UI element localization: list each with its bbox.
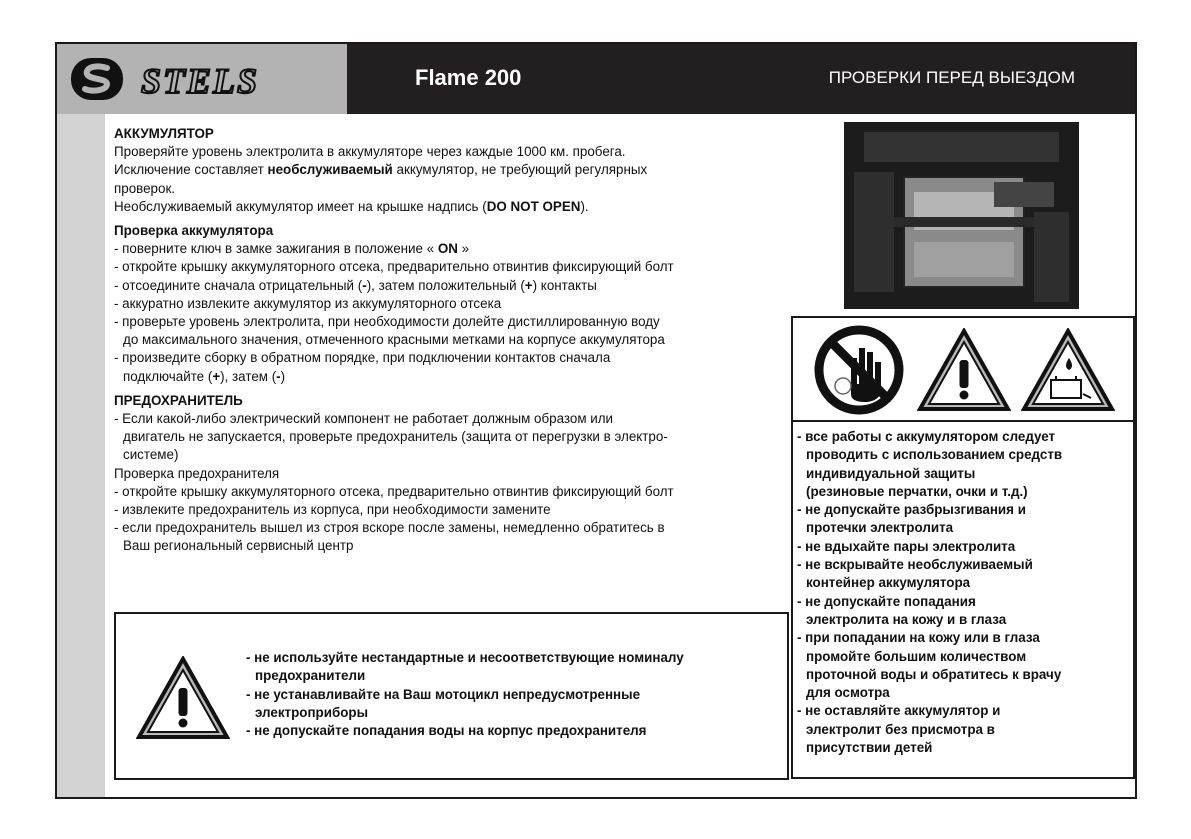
battery-check-title: Проверка аккумулятора <box>114 223 274 239</box>
warning-line: проводить с использованием средств <box>806 447 1063 463</box>
brand-name: STELS <box>141 61 260 101</box>
warning-line: индивидуальной защиты <box>806 465 976 481</box>
corrosive-battery-icon <box>1021 328 1115 412</box>
warning-icon <box>917 328 1011 412</box>
warning-line: - не допускайте попадания воды на корпус предохранителя <box>246 723 647 739</box>
battery-step: - произведите сборку в обратном порядке, при подключении контактов сначала <box>114 350 611 366</box>
fuse-step: Ваш региональный сервисный центр <box>123 538 354 554</box>
header <box>57 44 1135 114</box>
battery-step: - поверните ключ в замке зажигания в положение « ON » <box>114 241 470 257</box>
model-name: Flame 200 <box>415 65 522 90</box>
battery-step: - откройте крышку аккумуляторного отсека, предварительно отвинтив фиксирующий болт <box>114 259 674 275</box>
warning-line: (резиновые перчатки, очки и т.д.) <box>806 483 1028 499</box>
battery-photo <box>844 122 1079 309</box>
fuse-check-title: Проверка предохранителя <box>114 465 280 481</box>
warning-line: для осмотра <box>806 685 890 701</box>
fuse-step: - извлеките предохранитель из корпуса, при необходимости замените <box>114 502 551 518</box>
fuse-step: - если предохранитель вышел из строя вскоре после замены, немедленно обратитесь в <box>114 520 665 536</box>
warning-line: электроприборы <box>255 704 369 720</box>
fuse-text: двигатель не запускается, проверьте предохранитель (защита от перегрузки в электро- <box>123 429 668 445</box>
battery-text: проверок. <box>114 180 176 196</box>
battery-step: - проверьте уровень электролита, при необходимости долейте дистиллированную воду <box>114 314 660 330</box>
warning-line: электролит без присмотра в <box>806 721 995 737</box>
battery-title: АККУМУЛЯТОР <box>114 126 214 141</box>
fuse-warning-box <box>114 612 789 780</box>
fuse-text: - Если какой-либо электрический компонент не работает должным образом или <box>114 411 614 427</box>
battery-step: - отсоедините сначала отрицательный (-), затем положительный (+) контакты <box>114 277 597 293</box>
warning-line: - не устанавливайте на Ваш мотоцикл непредусмотренные <box>246 686 641 702</box>
fuse-warning-text <box>246 649 786 740</box>
warning-line: протечки электролита <box>806 520 954 536</box>
section-title: ПРОВЕРКИ ПЕРЕД ВЫЕЗДОМ <box>828 68 1075 87</box>
warning-line: промойте большим количеством <box>806 648 1027 664</box>
logo-s-icon <box>71 58 123 100</box>
warning-line: - все работы с аккумулятором следует <box>797 429 1056 444</box>
battery-text: Проверяйте уровень электролита в аккумуляторе через каждые 1000 км. пробега. <box>114 144 626 160</box>
battery-warning-text <box>797 428 1127 757</box>
warning-line: - не допускайте попадания <box>797 593 976 609</box>
warning-line: присутствии детей <box>806 740 933 756</box>
battery-text: Необслуживаемый аккумулятор имеет на крышке надпись (DO NOT OPEN). <box>114 198 589 214</box>
warning-line: - не допускайте разбрызгивания и <box>797 502 1026 518</box>
warning-icons <box>793 318 1133 422</box>
main-content <box>114 125 804 556</box>
warning-line: проточной воды и обратитесь к врачу <box>806 666 1062 682</box>
side-bar <box>57 114 105 797</box>
battery-step: - аккуратно извлеките аккумулятор из аккумуляторного отсека <box>114 295 502 311</box>
brand-logo <box>57 44 347 114</box>
fuse-text: системе) <box>123 447 179 463</box>
warning-line: - не используйте нестандартные и несоответствующие номиналу <box>246 650 684 665</box>
battery-warning-box <box>791 316 1135 779</box>
warning-line: предохранители <box>255 668 366 684</box>
warning-line: - не оставляйте аккумулятор и <box>797 703 1001 719</box>
warning-line: - не вдыхайте пары электролита <box>797 538 1016 554</box>
battery-text: Исключение составляет необслуживаемый аккумулятор, не требующий регулярных <box>114 162 648 178</box>
warning-line: - при попадании на кожу или в глаза <box>797 630 1040 646</box>
warning-line: электролита на кожу и в глаза <box>806 611 1007 627</box>
battery-step: до максимального значения, отмеченного красными метками на корпусе аккумулятора <box>123 332 665 348</box>
warning-icon <box>136 656 230 740</box>
warning-line: контейнер аккумулятора <box>806 575 971 591</box>
no-hand-icon <box>813 324 905 416</box>
battery-step: подключайте (+), затем (-) <box>123 368 286 384</box>
fuse-title: ПРЕДОХРАНИТЕЛЬ <box>114 392 243 408</box>
fuse-step: - откройте крышку аккумуляторного отсека, предварительно отвинтив фиксирующий болт <box>114 483 674 499</box>
page-frame <box>55 42 1137 799</box>
warning-line: - не вскрывайте необслуживаемый <box>797 557 1033 573</box>
